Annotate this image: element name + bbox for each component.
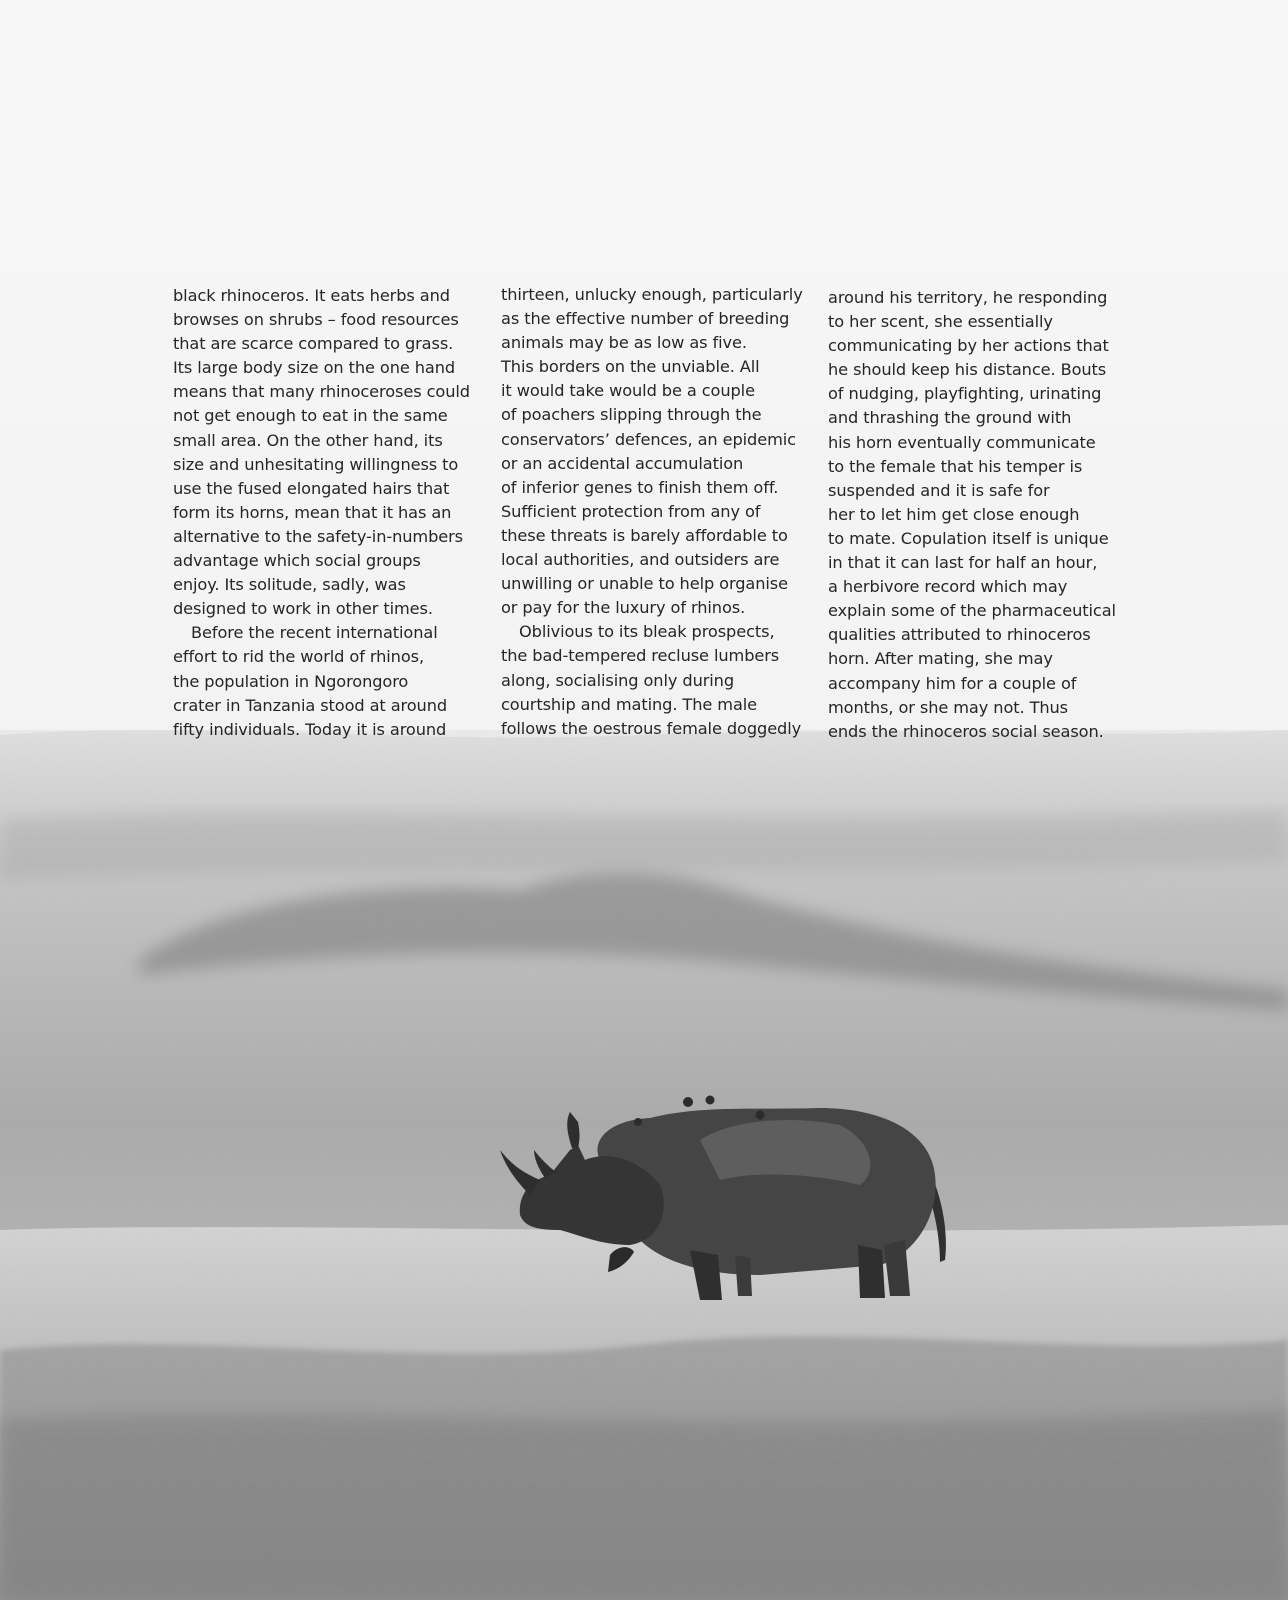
paragraph-start-line: Before the recent international xyxy=(191,623,438,643)
column-3-line: of nudging, playfighting, urinating xyxy=(828,384,1102,404)
column-1-line: use the fused elongated hairs that xyxy=(173,478,450,498)
column-1-line: advantage which social groups xyxy=(173,551,421,571)
column-2-line: thirteen, unlucky enough, particularly xyxy=(501,285,803,304)
column-1-line: alternative to the safety-in-numbers xyxy=(173,526,464,546)
column-1-line: black rhinoceros. It eats herbs and xyxy=(173,286,450,305)
column-3-line: to her scent, she essentially xyxy=(828,312,1053,332)
column-1-line: means that many rhinoceroses could xyxy=(173,382,470,402)
column-1-line: Its large body size on the one hand xyxy=(173,358,456,378)
column-3-line: horn. After mating, she may xyxy=(828,649,1053,669)
column-3-line: to the female that his temper is xyxy=(828,456,1083,476)
column-1-line: that are scarce compared to grass. xyxy=(173,334,454,354)
column-2-line: along, socialising only during xyxy=(501,670,735,690)
column-2-line: Sufficient protection from any of xyxy=(501,501,761,521)
article-column-2 xyxy=(501,283,803,741)
column-2-line: as the effective number of breeding xyxy=(501,309,790,329)
column-2-line: these threats is barely affordable to xyxy=(501,525,788,545)
column-1-line: designed to work in other times. xyxy=(173,599,433,619)
column-2-line: This borders on the unviable. All xyxy=(501,357,760,377)
column-3-line: he should keep his distance. Bouts xyxy=(828,360,1107,380)
column-3-line: explain some of the pharmaceutical xyxy=(828,601,1116,621)
column-3-line: ends the rhinoceros social season. xyxy=(828,721,1104,741)
article-column-1 xyxy=(173,284,470,742)
column-2-line: animals may be as low as five. xyxy=(501,333,747,353)
column-1-line: crater in Tanzania stood at around xyxy=(173,695,448,715)
column-3-line: a herbivore record which may xyxy=(828,577,1068,597)
column-2-line: it would take would be a couple xyxy=(501,381,755,401)
column-3-line: communicating by her actions that xyxy=(828,336,1109,356)
column-3-line: suspended and it is safe for xyxy=(828,480,1050,500)
column-2-line: or pay for the luxury of rhinos. xyxy=(501,598,746,618)
column-2-line: of inferior genes to finish them off. xyxy=(501,477,779,497)
column-1-line: enjoy. Its solitude, sadly, was xyxy=(173,575,406,595)
column-1-line: fifty individuals. Today it is around xyxy=(173,719,447,739)
paragraph-start-line: Oblivious to its bleak prospects, xyxy=(519,622,775,642)
column-2-line: or an accidental accumulation xyxy=(501,453,744,473)
column-1-line: small area. On the other hand, its xyxy=(173,430,443,450)
column-1-line: form its horns, mean that it has an xyxy=(173,502,452,522)
column-2-line: courtship and mating. The male xyxy=(501,694,758,714)
column-3-line: his horn eventually communicate xyxy=(828,432,1096,452)
column-1-line: not get enough to eat in the same xyxy=(173,406,448,426)
column-2-line: of poachers slipping through the xyxy=(501,405,762,425)
column-3-line: to mate. Copulation itself is unique xyxy=(828,528,1109,548)
column-1-line: browses on shrubs – food resources xyxy=(173,310,459,330)
column-2-line: conservators’ defences, an epidemic xyxy=(501,429,796,449)
column-2-line: the bad-tempered recluse lumbers xyxy=(501,646,780,666)
column-3-line: her to let him get close enough xyxy=(828,504,1080,524)
column-3-line: qualities attributed to rhinoceros xyxy=(828,625,1091,645)
column-3-line: accompany him for a couple of xyxy=(828,673,1077,693)
article-column-3 xyxy=(828,286,1116,744)
column-3-line: months, or she may not. Thus xyxy=(828,697,1069,717)
column-1-line: size and unhesitating willingness to xyxy=(173,454,459,474)
column-2-line: follows the oestrous female doggedly xyxy=(501,718,802,738)
column-3-line: around his territory, he responding xyxy=(828,288,1108,307)
column-1-line: effort to rid the world of rhinos, xyxy=(173,647,425,667)
column-2-line: local authorities, and outsiders are xyxy=(501,550,780,570)
column-3-line: and thrashing the ground with xyxy=(828,408,1072,428)
column-1-line: the population in Ngorongoro xyxy=(173,671,409,691)
column-3-line: in that it can last for half an hour, xyxy=(828,553,1098,573)
column-2-line: unwilling or unable to help organise xyxy=(501,574,789,594)
